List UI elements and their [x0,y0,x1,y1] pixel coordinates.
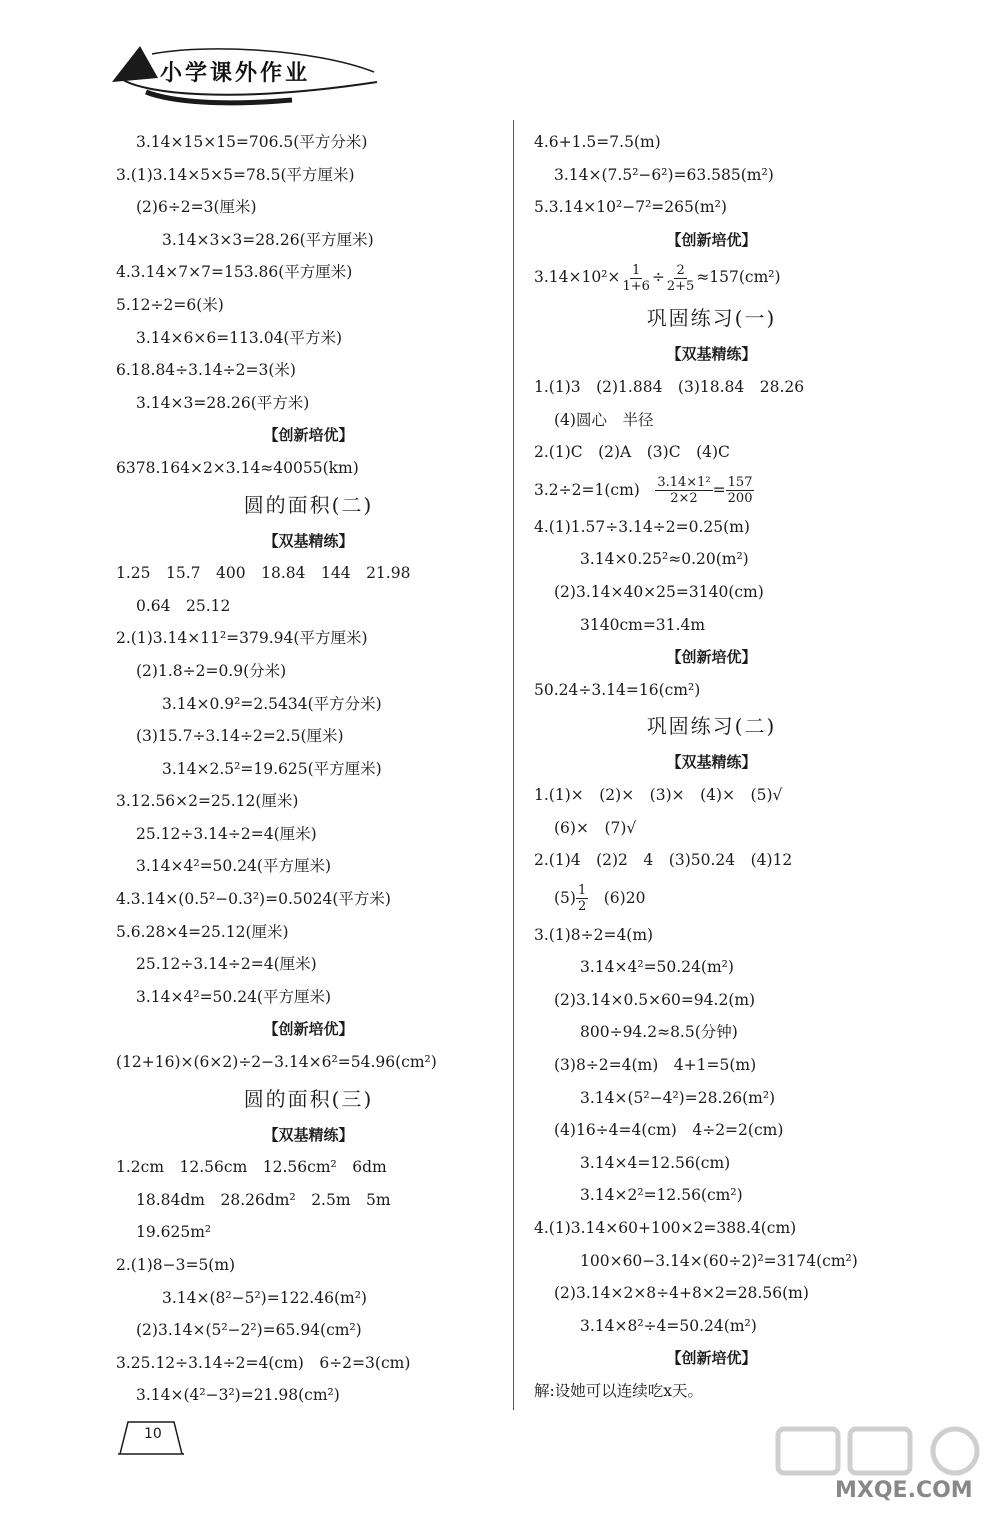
numerator: 1 [632,262,641,278]
answer-line: 6378.164×2×3.14≈40055(km) [116,458,359,477]
section-label: 【创新培优】 [666,1349,757,1368]
answer-line: (2)3.14×(5²−2²)=65.94(cm²) [136,1321,362,1340]
answer-line: 4.(1)3.14×60+100×2=388.4(cm) [534,1219,797,1238]
answer-line: (3)8÷2=4(m) 4+1=5(m) [554,1056,757,1075]
expr-text: 3.2÷2=1(cm) [534,480,656,499]
answer-line: 25.12÷3.14÷2=4(厘米) [136,824,317,843]
section-heading: 巩固练习(二) [646,714,777,739]
fraction-answer-line [534,469,889,511]
right-column [534,126,889,1408]
denominator: 2 [577,899,587,915]
answer-line: 18.84dm 28.26dm² 2.5m 5m [136,1190,391,1209]
answer-line: 3.14×4²=50.24(平方厘米) [136,987,332,1006]
section-label: 【创新培优】 [666,648,757,667]
answer-line: (2)3.14×0.5×60=94.2(m) [554,990,756,1009]
denominator: 1+6 [622,278,650,294]
numerator: 2 [676,262,685,278]
answer-line: 3.14×4²=50.24(平方厘米) [136,857,332,876]
answer-line: (6)× (7)√ [554,818,637,837]
section-label: 【双基精练】 [263,1125,354,1144]
answer-line: (2)3.14×40×25=3140(cm) [554,582,764,601]
answer-line: 3.14×8²÷4=50.24(m²) [580,1316,757,1335]
answer-line: 4.(1)1.57÷3.14÷2=0.25(m) [534,517,750,536]
answer-line: 3.14×0.9²=2.5434(平方分米) [162,694,382,713]
answer-line: 3.14×(8²−5²)=122.46(m²) [162,1288,367,1307]
answer-line: 5.12÷2=6(米) [116,295,224,314]
section-heading: 圆的面积(二) [243,492,374,517]
answer-line: (12+16)×(6×2)÷2−3.14×6²=54.96(cm²) [116,1053,437,1072]
answer-line: 3.14×3=28.26(平方米) [136,393,310,412]
answer-line: (2)1.8÷2=0.9(分米) [136,661,287,680]
answer-line: 1.2cm 12.56cm 12.56cm² 6dm [116,1158,387,1177]
section-label: 【双基精练】 [666,345,757,364]
section-label: 【创新培优】 [263,426,354,445]
answer-line: 2.(1)3.14×11²=379.94(平方厘米) [116,629,368,648]
expr-text: (6)20 [588,888,646,907]
answer-line: 3.14×3×3=28.26(平方厘米) [162,230,374,249]
section-label: 【双基精练】 [666,753,757,772]
answer-line: 19.625m² [136,1223,212,1242]
page-number: 10 [144,1426,162,1442]
fraction [665,263,696,294]
answer-line: 25.12÷3.14÷2=4(厘米) [136,955,317,974]
answer-line: 2.(1)C (2)A (3)C (4)C [534,443,730,462]
answer-line: 800÷94.2≈8.5(分钟) [580,1023,738,1042]
section-label: 【创新培优】 [263,1020,354,1039]
answer-line: 3.14×15×15=706.5(平方分米) [136,133,368,151]
answer-line: 4.6+1.5=7.5(m) [534,133,661,151]
section-label: 【双基精练】 [263,531,354,550]
section-heading: 巩固练习(一) [646,306,777,331]
answer-line: 3.14×4=12.56(cm) [580,1153,731,1172]
answer-line: 4.3.14×7×7=153.86(平方厘米) [116,263,353,282]
fraction [726,475,755,506]
answer-line: 5.6.28×4=25.12(厘米) [116,922,289,941]
answer-line: 3.12.56×2=25.12(厘米) [116,792,299,811]
answer-line: 3.14×0.25²≈0.20(m²) [580,550,749,569]
answer-line: 3140cm=31.4m [580,615,706,634]
answer-line: 0.64 25.12 [136,596,231,615]
answer-line: (4)圆心 半径 [554,410,654,429]
left-column [116,126,501,1412]
expr-text: 3.14×10²× [534,268,621,287]
numerator: 1 [577,883,587,899]
answer-line: 1.(1)3 (2)1.884 (3)18.84 28.26 [534,377,805,396]
fraction [576,883,588,914]
answer-line: 100×60−3.14×(60÷2)²=3174(cm²) [580,1251,858,1270]
answer-line: 3.(1)3.14×5×5=78.5(平方厘米) [116,165,355,184]
answer-line: 解:设她可以连续吃x天。 [534,1382,703,1400]
answer-line: 3.14×(4²−3²)=21.98(cm²) [136,1386,340,1405]
denominator: 200 [727,491,753,507]
column-divider [513,120,514,1410]
answer-line: 3.14×4²=50.24(m²) [580,958,734,977]
answer-line: 3.(1)8÷2=4(m) [534,925,654,944]
section-label: 【创新培优】 [666,230,757,249]
numerator: 3.14×1² [657,475,711,491]
answer-line: 50.24÷3.14=16(cm²) [534,680,701,699]
answer-line: 3.14×(7.5²−6²)=63.585(m²) [554,165,774,184]
answer-line: 2.(1)8−3=5(m) [116,1256,236,1274]
answer-line: 3.14×(5²−4²)=28.26(m²) [580,1088,776,1107]
answer-line: 6.18.84÷3.14÷2=3(米) [116,361,296,380]
answer-line: 3.14×2.5²=19.625(平方厘米) [162,759,382,778]
answer-line: (2)6÷2=3(厘米) [136,198,257,217]
section-heading: 圆的面积(三) [243,1086,374,1111]
answer-line: (2)3.14×2×8÷4+8×2=28.56(m) [554,1284,809,1303]
answer-line: 1.25 15.7 400 18.84 144 21.98 [116,564,411,583]
answer-line: (3)15.7÷3.14÷2=2.5(厘米) [136,727,344,746]
numerator: 157 [727,475,753,491]
expr-text: ÷ [651,268,665,287]
answer-line: (4)16÷4=4(cm) 4÷2=2(cm) [554,1121,784,1140]
answer-line: 3.14×2²=12.56(cm²) [580,1186,743,1205]
header-title: 小学课外作业 [160,61,311,86]
expr-text: (5) [554,888,576,907]
denominator: 2×2 [670,491,698,507]
denominator: 2+5 [666,278,695,294]
expr-text: ≈157(cm²) [696,268,781,287]
fraction [655,475,712,506]
answer-line: 5.3.14×10²−7²=265(m²) [534,198,727,217]
watermark-text: MXQE.COM [835,1478,973,1503]
fraction [620,263,651,294]
answer-line: 3.14×6×6=113.04(平方米) [136,328,343,347]
answer-line: 1.(1)× (2)× (3)× (4)× (5)√ [534,785,783,804]
fraction-answer-line [534,877,889,919]
expr-text: = [712,480,726,499]
answer-line: 3.25.12÷3.14÷2=4(cm) 6÷2=3(cm) [116,1353,411,1372]
answer-line: 4.3.14×(0.5²−0.3²)=0.5024(平方米) [116,890,391,909]
fraction-answer-line [534,256,889,298]
answer-line: 2.(1)4 (2)2 4 (3)50.24 (4)12 [534,851,793,870]
